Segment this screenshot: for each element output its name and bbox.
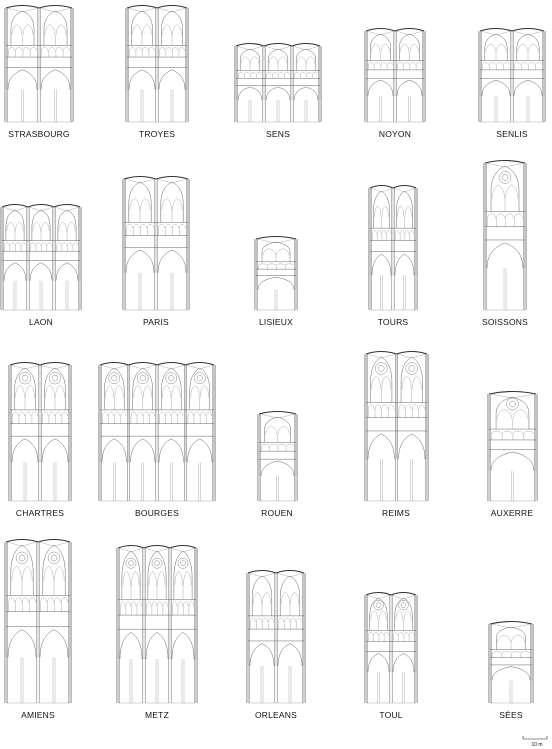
elevation-metz xyxy=(117,546,197,704)
elevation-label-rouen: ROUEN xyxy=(261,508,293,518)
elevation-label-orleans: ORLEANS xyxy=(254,710,298,720)
elevation-label-tours: TOURS xyxy=(377,317,409,327)
elevation-label-chartres: CHARTRES xyxy=(15,508,65,518)
elevation-tours xyxy=(369,186,417,311)
elevation-label-senlis: SENLIS xyxy=(496,129,528,139)
elevation-labels xyxy=(8,129,533,720)
elevation-label-amiens: AMIENS xyxy=(21,710,55,720)
elevation-paris xyxy=(123,177,189,311)
elevation-label-lisieux: LISIEUX xyxy=(259,317,293,327)
elevation-senlis xyxy=(479,29,545,123)
elevation-label-metz: METZ xyxy=(145,710,169,720)
elevation-troyes xyxy=(126,6,188,123)
elevation-reims xyxy=(365,352,428,502)
elevation-strasbourg xyxy=(5,6,73,123)
elevation-sens xyxy=(235,44,321,123)
elevation-bourges xyxy=(99,363,215,502)
elevation-rouen xyxy=(258,412,297,502)
elevation-sees xyxy=(489,622,533,704)
elevation-label-auxerre: AUXERRE xyxy=(490,508,534,518)
elevation-label-sens: SENS xyxy=(266,129,290,139)
elevation-label-paris: PARIS xyxy=(143,317,169,327)
elevation-soissons xyxy=(484,161,526,311)
elevation-label-noyon: NOYON xyxy=(378,129,412,139)
elevation-laon xyxy=(1,205,81,311)
elevation-label-strasbourg: STRASBOURG xyxy=(8,129,70,139)
elevation-orleans xyxy=(247,571,305,704)
elevation-noyon xyxy=(365,29,425,123)
elevation-label-sees: SÉES xyxy=(499,710,523,720)
elevation-drawings xyxy=(1,6,545,704)
elevation-lisieux xyxy=(255,237,297,311)
elevation-label-toul: TOUL xyxy=(379,710,403,720)
elevation-amiens xyxy=(5,540,71,704)
scale-bar xyxy=(523,736,547,748)
elevation-auxerre xyxy=(488,392,537,502)
elevation-label-troyes: TROYES xyxy=(138,129,176,139)
elevation-label-laon: LAON xyxy=(29,317,53,327)
scale-bar-label: 10 m xyxy=(531,742,543,748)
elevation-label-soissons: SOISSONS xyxy=(481,317,529,327)
elevation-label-bourges: BOURGES xyxy=(135,508,179,518)
elevation-label-reims: REIMS xyxy=(382,508,410,518)
elevation-chartres xyxy=(9,363,71,502)
elevation-toul xyxy=(365,593,417,704)
